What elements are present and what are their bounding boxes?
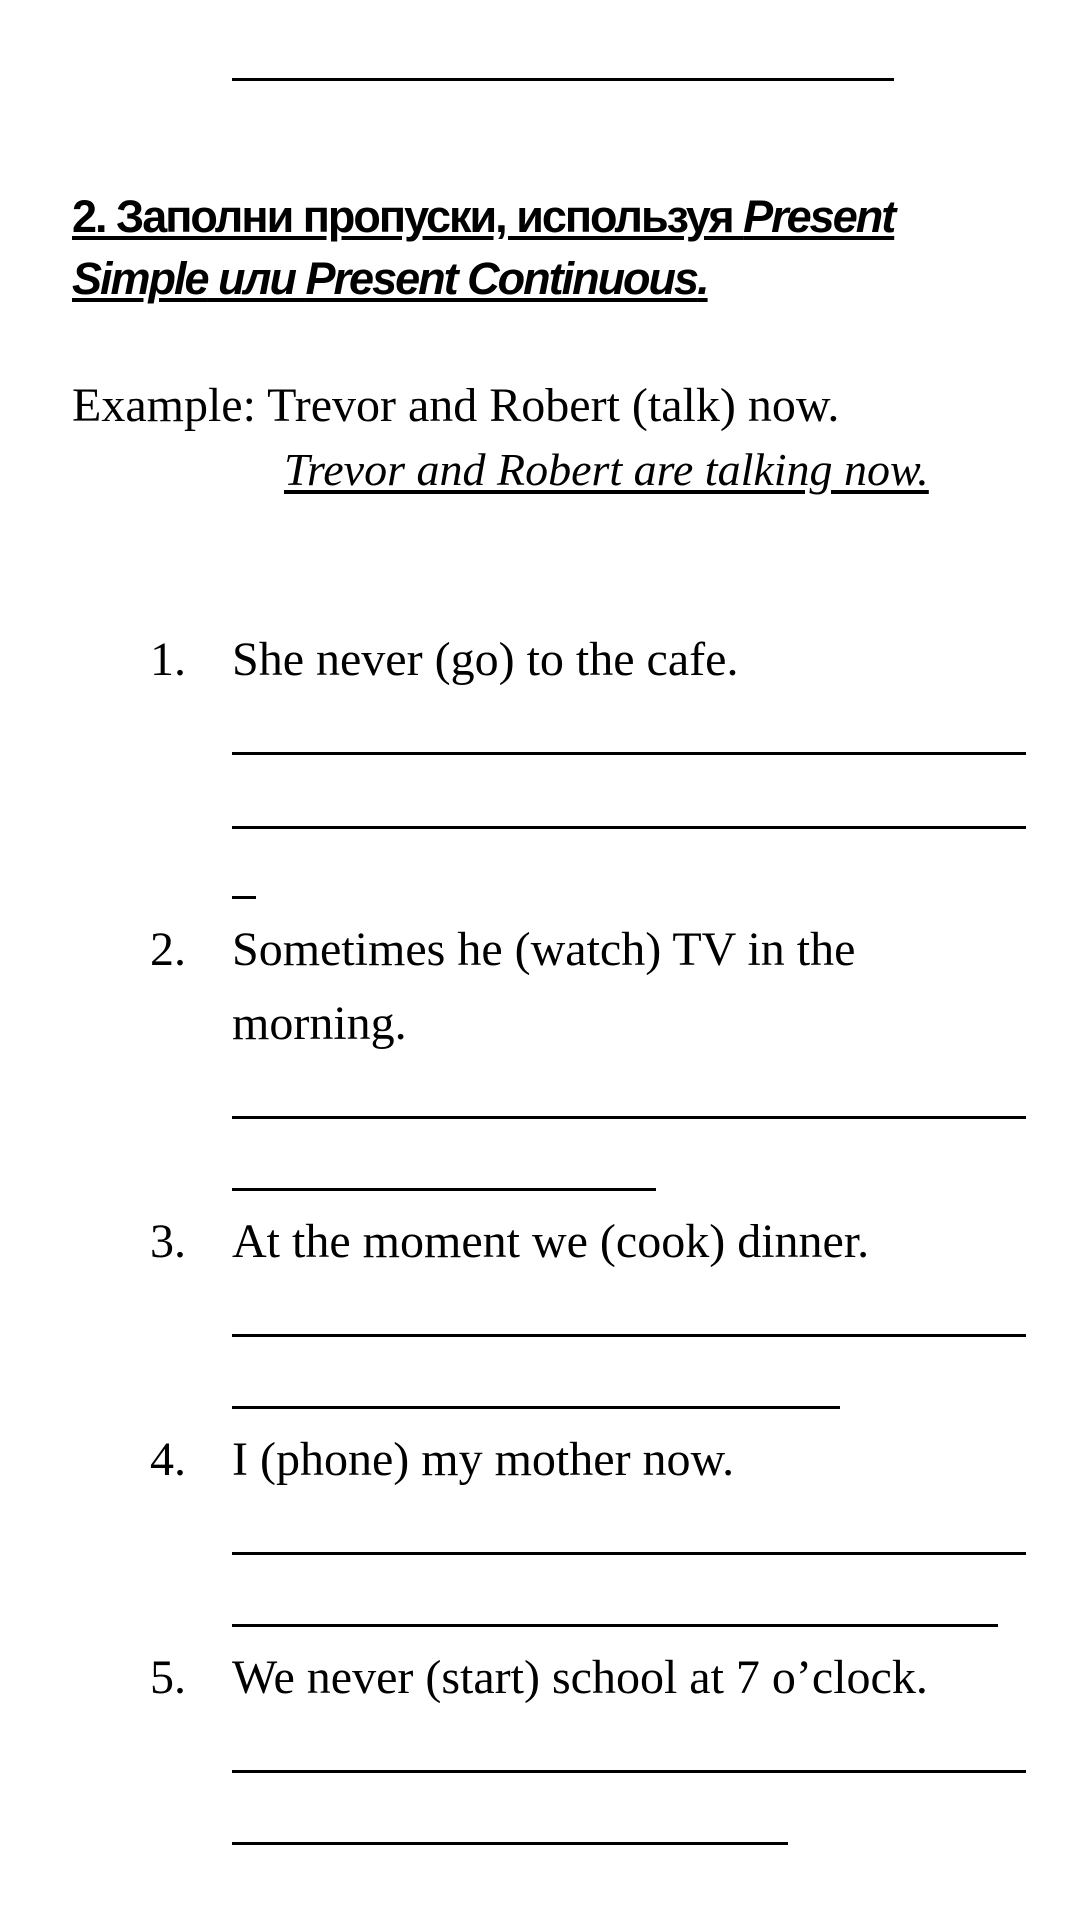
item-text: She never (go) to the cafe. bbox=[232, 633, 739, 686]
answer-line[interactable] bbox=[232, 752, 1026, 755]
example-answer: Trevor and Robert are talking now. bbox=[284, 444, 929, 495]
item-number: 1. bbox=[150, 633, 186, 686]
example-answer-block bbox=[232, 438, 932, 502]
heading-tense-1: Present Simple bbox=[72, 191, 895, 304]
example-prompt: Example: Trevor and Robert (talk) now. bbox=[72, 379, 840, 432]
heading-or: или bbox=[207, 253, 306, 304]
answer-line[interactable] bbox=[232, 1552, 1026, 1555]
heading-tense-2: Present Continuous bbox=[305, 253, 698, 304]
item-number: 4. bbox=[150, 1433, 186, 1486]
item-number: 5. bbox=[150, 1651, 186, 1704]
exercise-heading bbox=[72, 186, 1012, 310]
item-text: I (phone) my mother now. bbox=[232, 1433, 735, 1486]
answer-line[interactable] bbox=[232, 1406, 840, 1409]
answer-line[interactable] bbox=[232, 1770, 1026, 1773]
item-text: We never (start) school at 7 o’clock. bbox=[232, 1651, 928, 1704]
item-number: 3. bbox=[150, 1215, 186, 1268]
item-text: At the moment we (cook) dinner. bbox=[232, 1215, 870, 1268]
answer-line bbox=[232, 78, 894, 81]
answer-line[interactable] bbox=[232, 1624, 998, 1627]
answer-line[interactable] bbox=[232, 1116, 1026, 1119]
answer-line[interactable] bbox=[232, 1334, 1026, 1337]
answer-line[interactable] bbox=[232, 826, 1026, 829]
answer-line-end bbox=[232, 896, 256, 899]
heading-prefix: 2. Заполни пропуски, используя bbox=[72, 191, 744, 242]
item-number: 2. bbox=[150, 923, 186, 976]
item-text: Sometimes he (watch) TV in the morning. bbox=[232, 923, 856, 1050]
answer-line[interactable] bbox=[232, 1842, 788, 1845]
heading-period: . bbox=[697, 253, 708, 304]
answer-line[interactable] bbox=[232, 1188, 656, 1191]
